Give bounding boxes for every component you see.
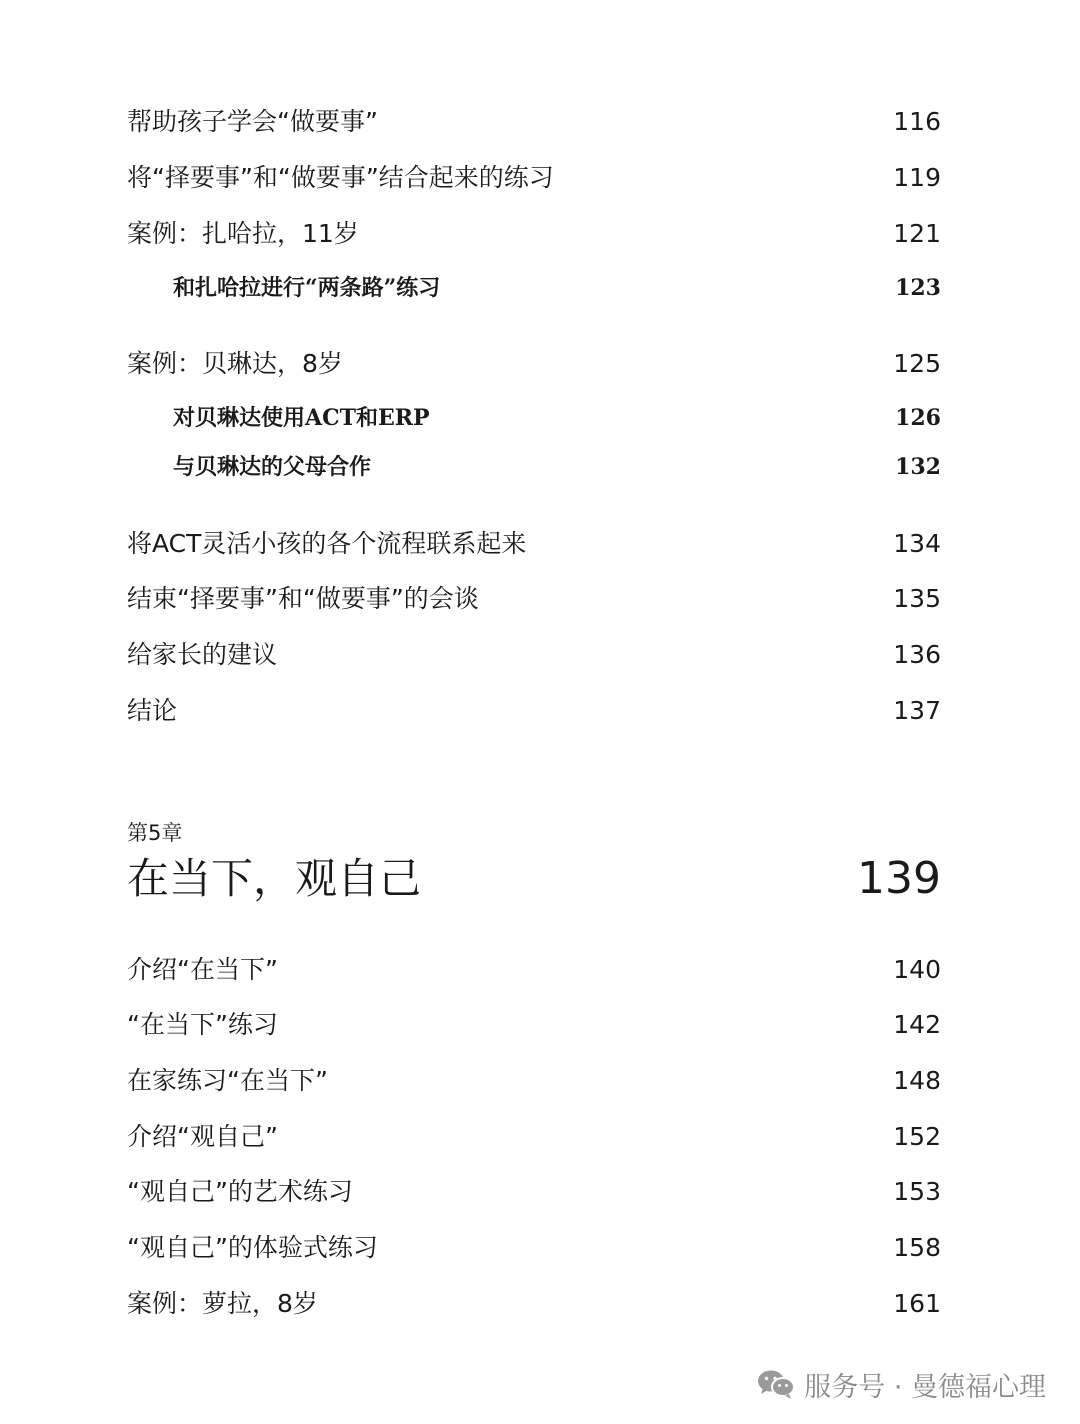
toc-entry-page: 153 xyxy=(893,1177,941,1206)
toc-entry-page: 152 xyxy=(893,1122,941,1151)
toc-entry-title: 案例：扎哈拉，11岁 xyxy=(127,219,359,248)
watermark xyxy=(756,1364,1046,1404)
toc-entry-title: 将ACT灵活小孩的各个流程联系起来 xyxy=(127,529,527,558)
toc-entry[interactable] xyxy=(127,524,941,564)
toc-entry[interactable] xyxy=(127,158,941,198)
chapter-page: 139 xyxy=(857,853,941,904)
toc-entry-title: 给家长的建议 xyxy=(127,640,278,669)
toc-entry[interactable] xyxy=(127,1284,941,1324)
toc-entry-page: 142 xyxy=(893,1010,941,1039)
watermark-text: 服务号 · 曼德福心理 xyxy=(804,1371,1046,1403)
toc-entry-page: 121 xyxy=(893,219,941,248)
toc-entry-title: 将“择要事”和“做要事”结合起来的练习 xyxy=(127,163,554,192)
toc-entry[interactable] xyxy=(127,691,941,731)
toc-entry[interactable] xyxy=(127,1005,941,1045)
toc-entry-title: 结束“择要事”和“做要事”的会谈 xyxy=(127,584,479,613)
toc-entry-page: 116 xyxy=(893,107,941,136)
toc-subentry-page: 132 xyxy=(895,454,941,480)
toc-entry[interactable] xyxy=(127,214,941,254)
toc-entry-page: 158 xyxy=(893,1233,941,1262)
toc-entry-page: 161 xyxy=(893,1289,941,1318)
toc-entry[interactable] xyxy=(127,1061,941,1101)
toc-entry-page: 136 xyxy=(893,640,941,669)
toc-entry-page: 135 xyxy=(893,584,941,613)
toc-entry-title: “在当下”练习 xyxy=(127,1010,278,1039)
toc-entry-title: 在家练习“在当下” xyxy=(127,1066,328,1095)
toc-subentry-title: 对贝琳达使用ACT和ERP xyxy=(173,405,430,431)
toc-entry-title: 案例：贝琳达，8岁 xyxy=(127,349,343,378)
chapter-number: 第5章 xyxy=(127,821,183,845)
toc-entry[interactable] xyxy=(127,1117,941,1157)
toc-entry[interactable] xyxy=(127,635,941,675)
toc-subentry-page: 123 xyxy=(895,275,941,301)
toc-entry[interactable] xyxy=(127,102,941,142)
toc-entry-page: 140 xyxy=(893,955,941,984)
toc-entry-page: 148 xyxy=(893,1066,941,1095)
toc-subentry[interactable] xyxy=(173,447,941,487)
toc-entry-page: 137 xyxy=(893,696,941,725)
chapter-title[interactable]: 在当下，观自己 xyxy=(127,854,422,903)
toc-entry-page: 125 xyxy=(893,349,941,378)
toc-entry[interactable] xyxy=(127,1172,941,1212)
toc-entry-title: 帮助孩子学会“做要事” xyxy=(127,107,378,136)
toc-subentry-title: 与贝琳达的父母合作 xyxy=(173,454,372,480)
toc-subentry-page: 126 xyxy=(895,405,941,431)
toc-entry-title: “观自己”的艺术练习 xyxy=(127,1177,353,1206)
toc-subentry-title: 和扎哈拉进行“两条路”练习 xyxy=(173,275,441,301)
toc-entry-title: “观自己”的体验式练习 xyxy=(127,1233,378,1262)
wechat-icon xyxy=(756,1368,796,1400)
toc-entry-title: 案例：萝拉，8岁 xyxy=(127,1289,318,1318)
toc-entry-title: 结论 xyxy=(127,696,178,725)
toc-entry[interactable] xyxy=(127,344,941,384)
toc-entry-page: 134 xyxy=(893,529,941,558)
toc-entry[interactable] xyxy=(127,1228,941,1268)
toc-entry-title: 介绍“在当下” xyxy=(127,955,278,984)
toc-entry[interactable] xyxy=(127,579,941,619)
toc-subentry[interactable] xyxy=(173,398,941,438)
toc-subentry[interactable] xyxy=(173,268,941,308)
toc-entry-title: 介绍“观自己” xyxy=(127,1122,278,1151)
toc-entry[interactable] xyxy=(127,950,941,990)
toc-entry-page: 119 xyxy=(893,163,941,192)
